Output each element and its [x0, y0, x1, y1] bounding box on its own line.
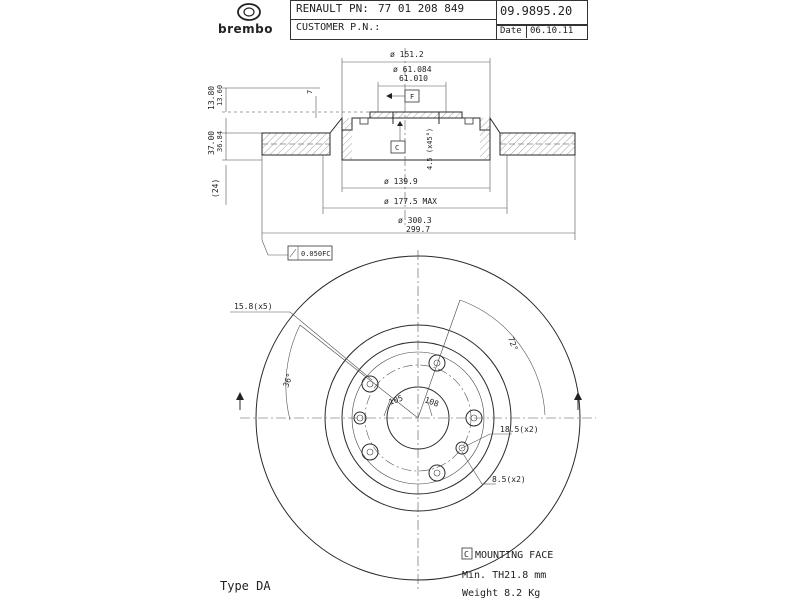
section-dimensions [222, 58, 575, 260]
angle-36-arc [286, 325, 300, 420]
hole-18-label: 18.5(x2) [500, 425, 539, 434]
date-value: 06.10.11 [530, 26, 574, 36]
dim-d300-hi: ø 300.3 [398, 216, 432, 225]
height-13-lo: 13.60 [216, 84, 224, 106]
bolt-hole [362, 444, 378, 460]
chamfer-label: 4.5 (x45°) [426, 127, 434, 170]
note-weight: Weight 8.2 Kg [462, 588, 541, 599]
angle-36-label: 36° [281, 372, 295, 389]
section-arrow-left [236, 392, 244, 400]
notes [220, 548, 553, 599]
angle-72-arc [460, 300, 545, 415]
date-label: Date [500, 26, 522, 36]
note-datum-c: C [464, 550, 469, 559]
note-type: Type DA [220, 579, 271, 593]
height-24: (24) [211, 178, 220, 198]
disc-profile [262, 112, 575, 160]
note-min-thickness: Min. TH21.8 mm [462, 570, 547, 581]
datum-c-label: C [395, 144, 400, 152]
oem-number: 77 01 208 849 [378, 2, 465, 15]
customer-label: CUSTOMER P.N.: [296, 22, 381, 33]
note-mounting-face: MOUNTING FACE [475, 550, 554, 561]
dim-d61-lo: 61.010 [399, 74, 428, 83]
brand-logo: brembo [218, 22, 273, 36]
dim-d300-lo: 299.7 [406, 225, 431, 234]
pcd-108-label: 108 [423, 395, 440, 409]
runout-value: 0.050FC [301, 250, 331, 258]
dim-d151: ø 151.2 [390, 50, 424, 59]
dim-d139: ø 139.9 [384, 177, 418, 186]
height-37-lo: 36.84 [216, 130, 224, 152]
hole-8-label: 8.5(x2) [492, 475, 526, 484]
part-number: 09.9895.20 [500, 4, 573, 18]
oem-label: RENAULT PN: [296, 2, 369, 15]
section-view [207, 48, 575, 260]
front-view [230, 250, 596, 590]
height-13-hi: 13.80 [207, 85, 216, 110]
angle-72-label: 72° [506, 335, 520, 353]
bolt-hole [429, 355, 445, 371]
datum-f-label: F [410, 93, 415, 101]
bolt-hole-label: 15.8(x5) [234, 302, 273, 311]
dim-d177: ø 177.5 MAX [384, 197, 437, 206]
section-arrow-right [574, 392, 582, 400]
height-37-hi: 37.00 [207, 130, 216, 155]
pcd-105-label: 105 [387, 393, 405, 407]
dim-d61-hi: ø 61.084 [393, 65, 432, 74]
small-mark-label: 7 [306, 89, 314, 94]
